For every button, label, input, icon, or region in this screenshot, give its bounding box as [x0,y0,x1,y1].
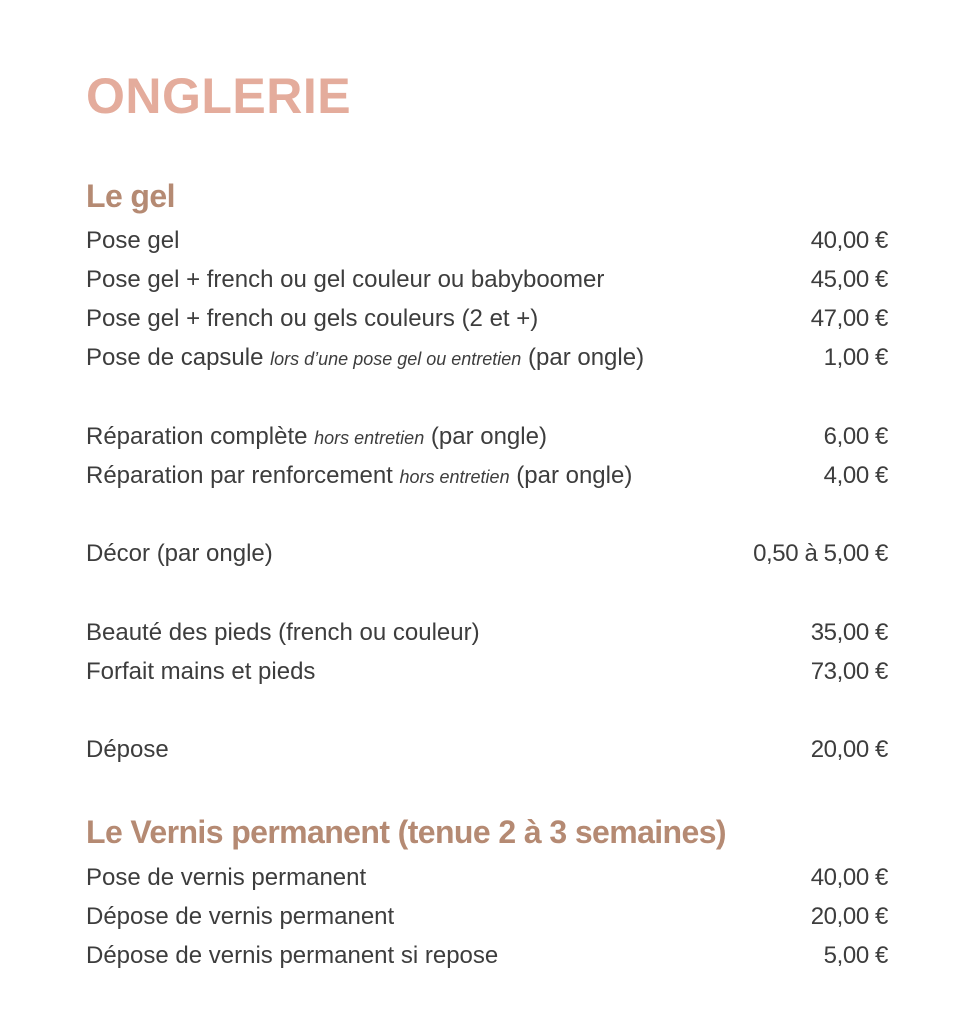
service-price: 45,00 € [810,266,888,293]
service-label-group [86,417,547,458]
price-row [86,221,888,260]
service-label: Réparation complète [86,423,308,450]
page-title: ONGLERIE [86,68,352,124]
price-row [86,858,888,897]
service-note: lors d’une pose gel ou entretien [270,349,522,369]
service-label-group [86,456,632,497]
service-note: hors entretien [314,428,425,448]
service-price: 40,00 € [810,227,888,254]
service-price: 35,00 € [810,619,888,646]
service-price: 73,00 € [810,658,888,685]
price-row [86,652,888,691]
service-price: 6,00 € [823,423,888,450]
price-row [86,456,888,495]
price-row [86,730,888,769]
service-price: 47,00 € [810,305,888,332]
service-label: Pose gel [86,227,180,254]
service-price: 0,50 à 5,00 € [753,540,888,567]
service-label: Pose gel + french ou gel couleur ou babyboomer [86,266,605,293]
service-label: Dépose de vernis permanent [86,903,395,930]
section-title-gel: Le gel [86,178,175,214]
section-title-vernis: Le Vernis permanent (tenue 2 à 3 semaines) [86,814,726,850]
service-label-group [86,338,644,379]
service-note: hors entretien [399,467,510,487]
service-price: 20,00 € [810,736,888,763]
service-label: Dépose de vernis permanent si repose [86,942,499,969]
service-price: 1,00 € [823,344,888,371]
service-label: Pose gel + french ou gels couleurs (2 et +) [86,305,539,332]
price-row [86,417,888,456]
service-label: Forfait mains et pieds [86,658,316,685]
service-price: 4,00 € [823,462,888,489]
service-label: Décor (par ongle) [86,540,273,567]
service-suffix: (par ongle) [516,462,633,489]
service-label: Dépose [86,736,169,763]
price-row [86,299,888,338]
service-label: Pose de vernis permanent [86,864,367,891]
service-price: 40,00 € [810,864,888,891]
price-row [86,260,888,299]
service-label: Pose de capsule [86,344,264,371]
price-row [86,534,888,573]
service-suffix: (par ongle) [528,344,645,371]
service-price: 20,00 € [810,903,888,930]
service-label: Réparation par renforcement [86,462,393,489]
price-row [86,936,888,975]
price-row [86,897,888,936]
service-label: Beauté des pieds (french ou couleur) [86,619,480,646]
service-price: 5,00 € [823,942,888,969]
price-row [86,338,888,377]
price-row [86,613,888,652]
price-list-page [86,0,888,1024]
service-suffix: (par ongle) [430,423,547,450]
